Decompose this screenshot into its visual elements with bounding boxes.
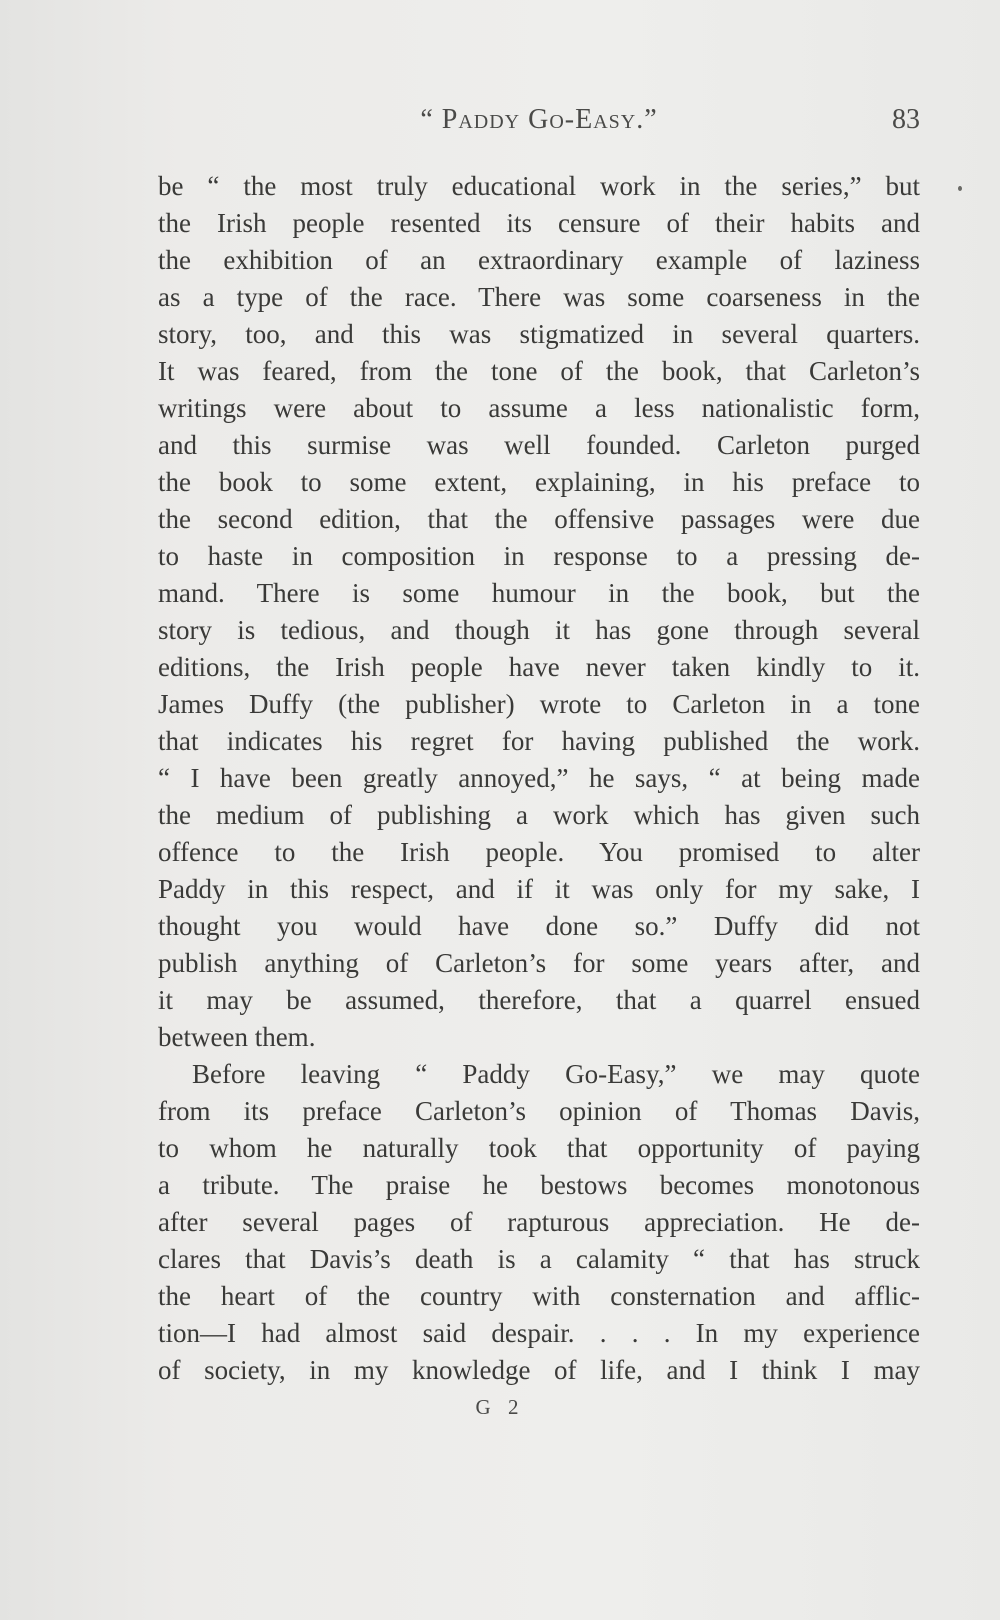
- text-line: the second edition, that the offensive passages were due: [158, 504, 920, 534]
- text-line: the exhibition of an extraordinary example of laziness: [158, 245, 920, 275]
- text-line: the heart of the country with consternation and afflic-: [158, 1281, 920, 1311]
- text-line: thought you would have done so.” Duffy did not: [158, 911, 920, 941]
- ink-speck: [958, 186, 962, 191]
- text-line: publish anything of Carleton’s for some years after, and: [158, 948, 920, 978]
- text-line: story, too, and this was stigmatized in several quarters.: [158, 319, 920, 349]
- text-line: the medium of publishing a work which has given such: [158, 800, 920, 830]
- text-line: from its preface Carleton’s opinion of Thomas Davis,: [158, 1096, 920, 1126]
- text-line: it may be assumed, therefore, that a quarrel ensued: [158, 985, 920, 1015]
- text-line: Paddy in this respect, and if it was only for my sake, I: [158, 874, 920, 904]
- text-line: to whom he naturally took that opportunity of paying: [158, 1133, 920, 1163]
- text-line: tion—I had almost said despair. . . . In my experience: [158, 1318, 920, 1348]
- text-line: the Irish people resented its censure of their habits and: [158, 208, 920, 238]
- text-line: the book to some extent, explaining, in his preface to: [158, 467, 920, 497]
- running-head-title: “ Paddy Go-Easy.”: [420, 104, 658, 135]
- text-line: “ I have been greatly annoyed,” he says, “ at being made: [158, 763, 920, 793]
- text-line: mand. There is some humour in the book, but the: [158, 578, 920, 608]
- text-line: Before leaving “ Paddy Go-Easy,” we may quote: [192, 1059, 920, 1089]
- body-text: [158, 168, 920, 1389]
- text-line: writings were about to assume a less nationalistic form,: [158, 393, 920, 423]
- text-line: story is tedious, and though it has gone through several: [158, 615, 920, 645]
- signature-mark: G 2: [475, 1395, 525, 1419]
- text-line: that indicates his regret for having published the work.: [158, 726, 920, 756]
- text-line: after several pages of rapturous appreciation. He de-: [158, 1207, 920, 1237]
- text-line: of society, in my knowledge of life, and I think I may: [158, 1355, 920, 1385]
- text-line: clares that Davis’s death is a calamity “ that has struck: [158, 1244, 920, 1274]
- text-line: It was feared, from the tone of the book, that Carleton’s: [158, 356, 920, 386]
- text-line: James Duffy (the publisher) wrote to Carleton in a tone: [158, 689, 920, 719]
- text-line: and this surmise was well founded. Carleton purged: [158, 430, 920, 460]
- page-number: 83: [892, 104, 920, 135]
- text-line: as a type of the race. There was some coarseness in the: [158, 282, 920, 312]
- running-head: [158, 104, 920, 144]
- text-line: offence to the Irish people. You promised to alter: [158, 837, 920, 867]
- text-line: between them.: [158, 1022, 316, 1052]
- text-line: a tribute. The praise he bestows becomes monotonous: [158, 1170, 920, 1200]
- text-line: editions, the Irish people have never taken kindly to it.: [158, 652, 920, 682]
- text-line: be “ the most truly educational work in the series,” but: [158, 171, 920, 201]
- text-line: to haste in composition in response to a pressing de-: [158, 541, 920, 571]
